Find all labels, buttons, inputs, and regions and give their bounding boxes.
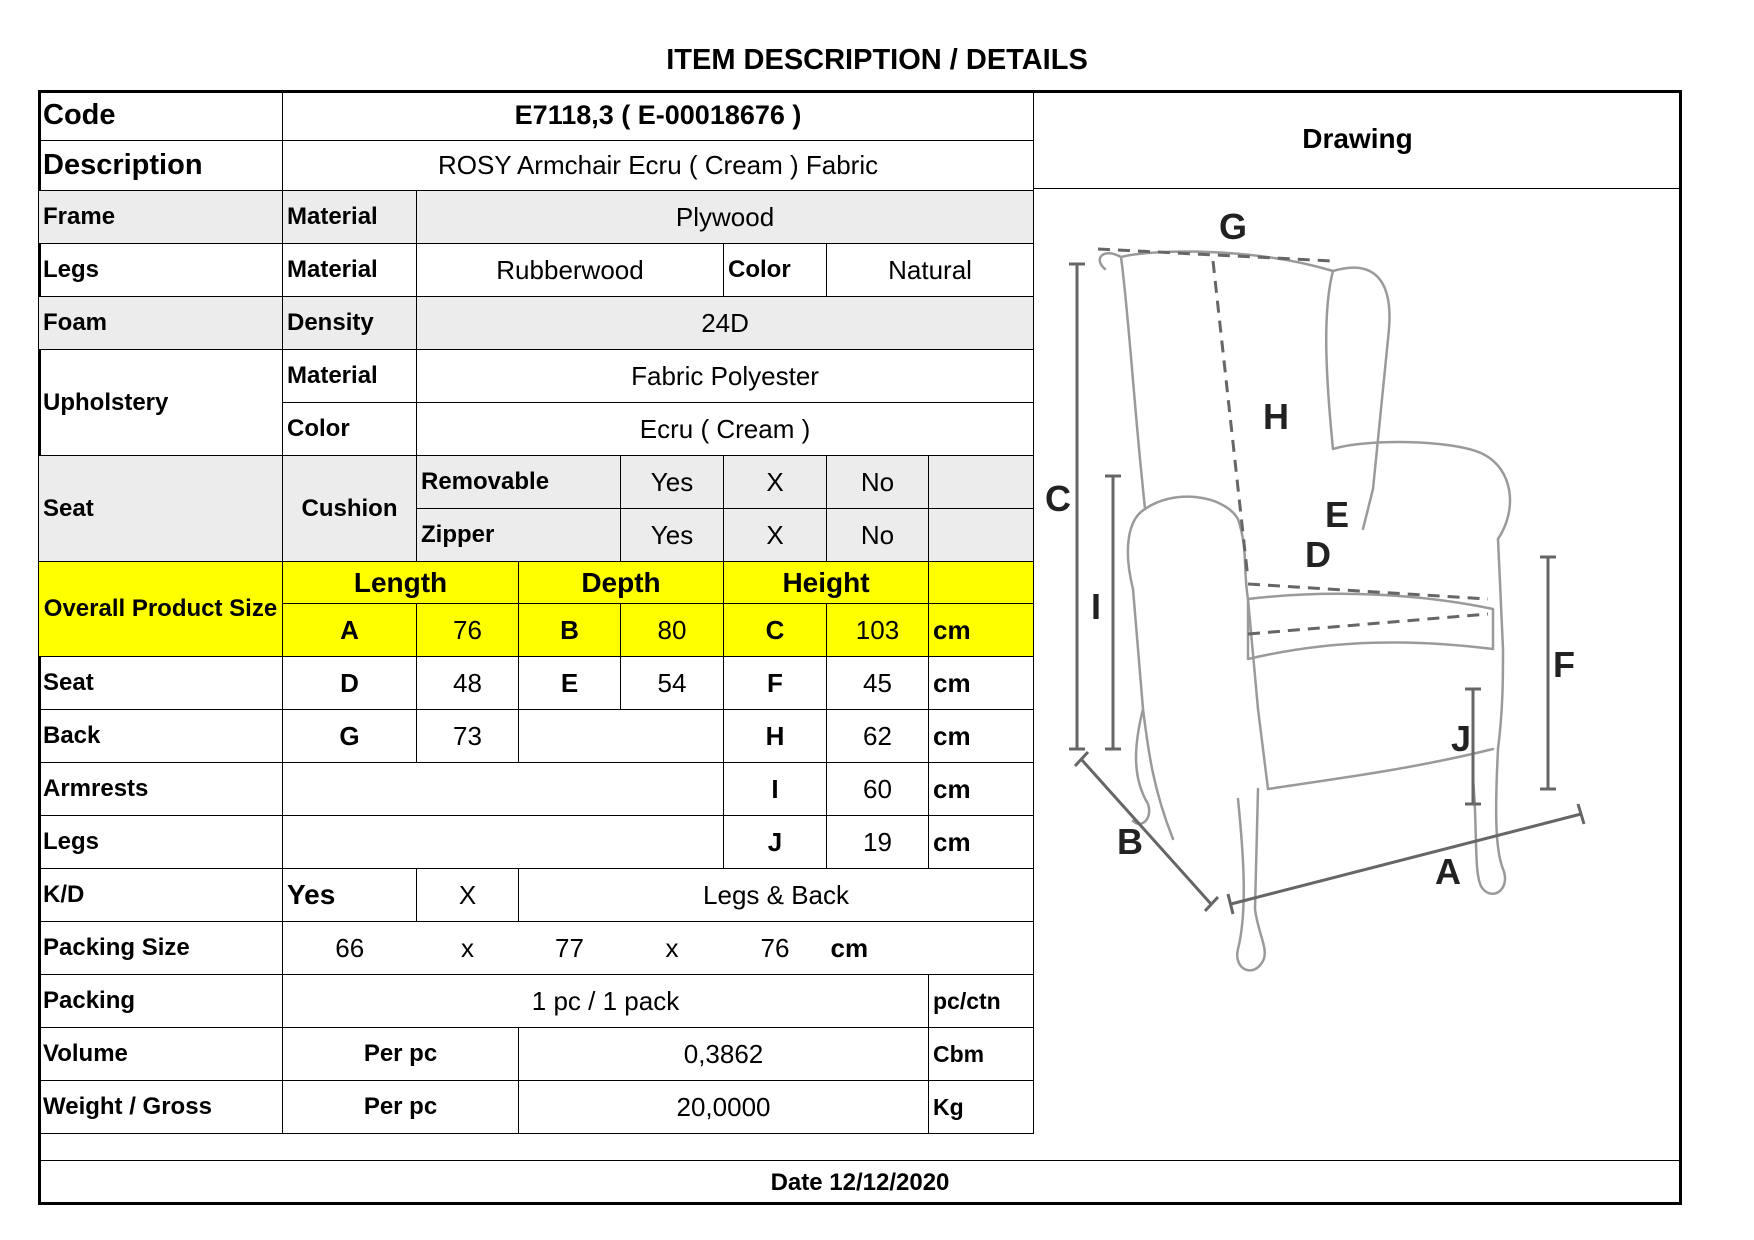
zipper-no: No: [827, 509, 929, 562]
legs-sub: Material: [283, 244, 417, 297]
removable-mark: X: [724, 456, 827, 509]
volume-unit: Cbm: [929, 1028, 1034, 1081]
date-footer: Date 12/12/2020: [38, 1160, 1682, 1205]
kd-yes: Yes: [283, 869, 417, 922]
overall-a-key: A: [283, 604, 417, 657]
frame-sub: Material: [283, 191, 417, 244]
seat-d-value: 48: [417, 657, 519, 710]
packing-size-unit: cm: [827, 922, 929, 975]
zipper-label: Zipper: [417, 509, 621, 562]
upholstery-material-row: [39, 350, 1034, 403]
legs-color-label: Color: [724, 244, 827, 297]
legs-label: Legs: [39, 244, 283, 297]
dimension-guides: [1098, 249, 1488, 634]
removable-blank: [929, 456, 1034, 509]
weight-label: Weight / Gross: [39, 1081, 283, 1134]
dim-label-i: I: [1091, 586, 1102, 627]
back-dims-row: [39, 710, 1034, 763]
zipper-blank: [929, 509, 1034, 562]
armrests-i-value: 60: [827, 763, 929, 816]
packing-size-blank: [929, 922, 1034, 975]
removable-yes: Yes: [621, 456, 724, 509]
legs-j-key: J: [724, 816, 827, 869]
volume-value: 0,3862: [519, 1028, 929, 1081]
upholstery-label: Upholstery: [39, 350, 283, 456]
overall-a-value: 76: [417, 604, 519, 657]
removable-label: Removable: [417, 456, 621, 509]
dim-label-g: G: [1219, 206, 1248, 247]
dim-label-b: B: [1117, 821, 1143, 862]
legs-j-value: 19: [827, 816, 929, 869]
packing-size-row: [39, 922, 1034, 975]
armrests-i-key: I: [724, 763, 827, 816]
removable-no: No: [827, 456, 929, 509]
dim-label-f: F: [1553, 644, 1575, 685]
armrests-row: [39, 763, 1034, 816]
overall-header-row: [39, 562, 1034, 604]
frame-label: Frame: [39, 191, 283, 244]
code-label: Code: [39, 91, 283, 141]
dim-label-d: D: [1305, 534, 1331, 575]
back-dims-label: Back: [39, 710, 283, 763]
packing-size-w: 66: [283, 922, 417, 975]
seat-d-key: D: [283, 657, 417, 710]
frame-row: [39, 191, 1034, 244]
cushion-label: Cushion: [283, 456, 417, 562]
foam-sub: Density: [283, 297, 417, 350]
seat-removable-row: [39, 456, 1034, 509]
legs-dims-row: [39, 816, 1034, 869]
upholstery-material-value: Fabric Polyester: [417, 350, 1034, 403]
kd-label: K/D: [39, 869, 283, 922]
packing-unit: pc/ctn: [929, 975, 1034, 1028]
packing-size-label: Packing Size: [39, 922, 283, 975]
back-g-key: G: [283, 710, 417, 763]
packing-row: [39, 975, 1034, 1028]
frame-value: Plywood: [417, 191, 1034, 244]
height-header: Height: [724, 562, 929, 604]
back-unit: cm: [929, 710, 1034, 763]
spec-table: [38, 90, 1034, 1134]
volume-label: Volume: [39, 1028, 283, 1081]
back-blank: [519, 710, 724, 763]
dim-label-a: A: [1435, 851, 1461, 892]
armrests-label: Armrests: [39, 763, 283, 816]
code-row: [39, 91, 1034, 141]
legs-dims-blank: [283, 816, 724, 869]
dim-label-j: J: [1451, 718, 1472, 759]
back-h-value: 62: [827, 710, 929, 763]
kd-value: Legs & Back: [519, 869, 1034, 922]
description-label: Description: [39, 141, 283, 191]
overall-c-value: 103: [827, 604, 929, 657]
packing-size-d: 77: [519, 922, 621, 975]
seat-dims-label: Seat: [39, 657, 283, 710]
weight-value: 20,0000: [519, 1081, 929, 1134]
depth-header: Depth: [519, 562, 724, 604]
legs-material-value: Rubberwood: [417, 244, 724, 297]
description-row: [39, 141, 1034, 191]
length-header: Length: [283, 562, 519, 604]
weight-per: Per pc: [283, 1081, 519, 1134]
seat-dims-row: [39, 657, 1034, 710]
seat-f-value: 45: [827, 657, 929, 710]
dim-label-c: C: [1045, 478, 1071, 519]
armrests-blank: [283, 763, 724, 816]
zipper-mark: X: [724, 509, 827, 562]
packing-size-h: 76: [724, 922, 827, 975]
kd-row: [39, 869, 1034, 922]
overall-c-key: C: [724, 604, 827, 657]
kd-mark: X: [417, 869, 519, 922]
dim-label-e: E: [1325, 494, 1350, 535]
armchair-drawing: [1033, 189, 1682, 1160]
legs-unit: cm: [929, 816, 1034, 869]
foam-row: [39, 297, 1034, 350]
page-title: ITEM DESCRIPTION / DETAILS: [666, 44, 1088, 76]
packing-label: Packing: [39, 975, 283, 1028]
volume-per: Per pc: [283, 1028, 519, 1081]
volume-row: [39, 1028, 1034, 1081]
legs-dims-label: Legs: [39, 816, 283, 869]
overall-unit: cm: [929, 604, 1034, 657]
seat-unit: cm: [929, 657, 1034, 710]
code-value: E7118,3 ( E-00018676 ): [283, 91, 1034, 141]
zipper-yes: Yes: [621, 509, 724, 562]
seat-cushion-label: Seat: [39, 456, 283, 562]
upholstery-color-value: Ecru ( Cream ): [417, 403, 1034, 456]
weight-unit: Kg: [929, 1081, 1034, 1134]
legs-row: [39, 244, 1034, 297]
legs-color-value: Natural: [827, 244, 1034, 297]
drawing-header: Drawing: [1033, 90, 1682, 189]
seat-f-key: F: [724, 657, 827, 710]
seat-e-value: 54: [621, 657, 724, 710]
packing-size-x1: x: [417, 922, 519, 975]
overall-b-key: B: [519, 604, 621, 657]
armrests-unit: cm: [929, 763, 1034, 816]
packing-size-x2: x: [621, 922, 724, 975]
description-value: ROSY Armchair Ecru ( Cream ) Fabric: [283, 141, 1034, 191]
upholstery-material-label: Material: [283, 350, 417, 403]
foam-value: 24D: [417, 297, 1034, 350]
overall-header-blank: [929, 562, 1034, 604]
overall-label: Overall Product Size: [39, 562, 283, 657]
weight-row: [39, 1081, 1034, 1134]
dim-label-h: H: [1263, 396, 1289, 437]
back-h-key: H: [724, 710, 827, 763]
overall-b-value: 80: [621, 604, 724, 657]
foam-label: Foam: [39, 297, 283, 350]
back-g-value: 73: [417, 710, 519, 763]
upholstery-color-label: Color: [283, 403, 417, 456]
seat-e-key: E: [519, 657, 621, 710]
packing-value: 1 pc / 1 pack: [283, 975, 929, 1028]
